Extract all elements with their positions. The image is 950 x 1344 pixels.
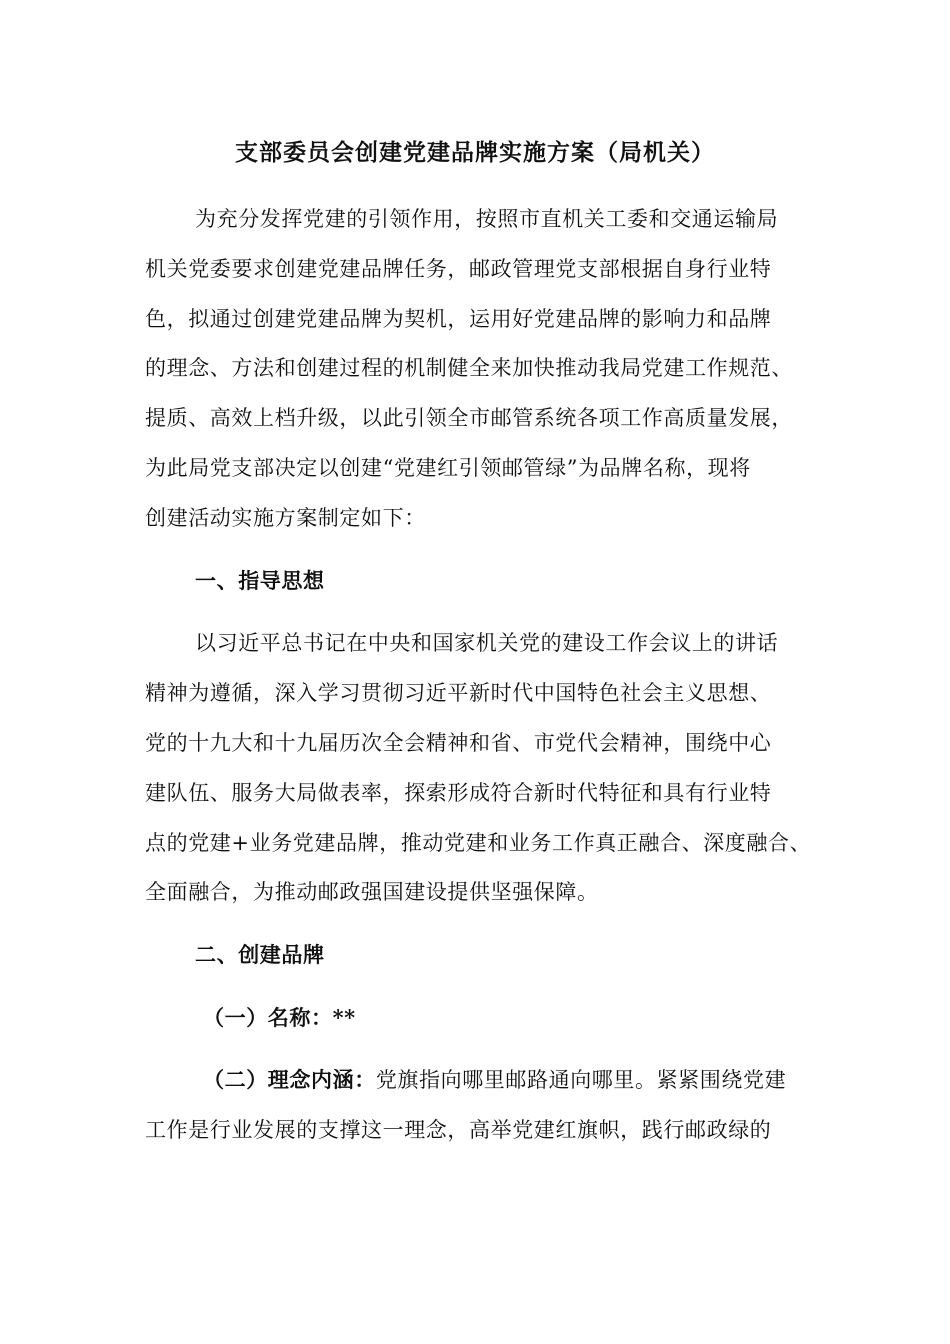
brand-name-item: （一）名称：** xyxy=(203,1005,356,1030)
section1-line-5: 点的党建+业务党建品牌，推动党建和业务工作真正融合、深度融合、 xyxy=(145,831,812,855)
brand-concept-label: （二）理念内涵： xyxy=(203,1067,376,1092)
brand-concept-line xyxy=(203,1064,786,1094)
section-heading-create-brand: 二、创建品牌 xyxy=(195,942,325,967)
intro-line-1: 为充分发挥党建的引领作用，按照市直机关工委和交通运输局 xyxy=(195,207,779,231)
brand-concept-text: 党旗指向哪里邮路通向哪里。紧紧围绕党建 xyxy=(375,1068,787,1092)
section1-line-2: 精神为遵循，深入学习贯彻习近平新时代中国特色社会主义思想、 xyxy=(145,681,772,705)
section1-line-3: 党的十九大和十九届历次全会精神和省、市党代会精神，围绕中心 xyxy=(145,731,772,755)
intro-line-2: 机关党委要求创建党建品牌任务，邮政管理党支部根据自身行业特 xyxy=(145,257,772,281)
intro-line-3: 色，拟通过创建党建品牌为契机，运用好党建品牌的影响力和品牌 xyxy=(145,307,772,331)
document-title: 支部委员会创建党建品牌实施方案（局机关） xyxy=(235,139,715,166)
intro-line-5: 提质、高效上档升级，以此引领全市邮管系统各项工作高质量发展， xyxy=(145,406,793,430)
intro-line-4: 的理念、方法和创建过程的机制健全来加快推动我局党建工作规范、 xyxy=(145,356,793,380)
section1-line-4: 建队伍、服务大局做表率，探索形成符合新时代特征和具有行业特 xyxy=(145,781,772,805)
section1-line-1: 以习近平总书记在中央和国家机关党的建设工作会议上的讲话 xyxy=(195,631,779,655)
intro-line-6: 为此局党支部决定以创建“党建红引领邮管绿”为品牌名称，现将 xyxy=(145,456,751,480)
intro-line-7: 创建活动实施方案制定如下： xyxy=(145,506,426,530)
section1-line-6: 全面融合，为推动邮政强国建设提供坚强保障。 xyxy=(145,880,599,904)
section-heading-guiding-thought: 一、指导思想 xyxy=(195,568,325,593)
brand-concept-line-2: 工作是行业发展的支撑这一理念，高举党建红旗帜，践行邮政绿的 xyxy=(145,1118,772,1142)
